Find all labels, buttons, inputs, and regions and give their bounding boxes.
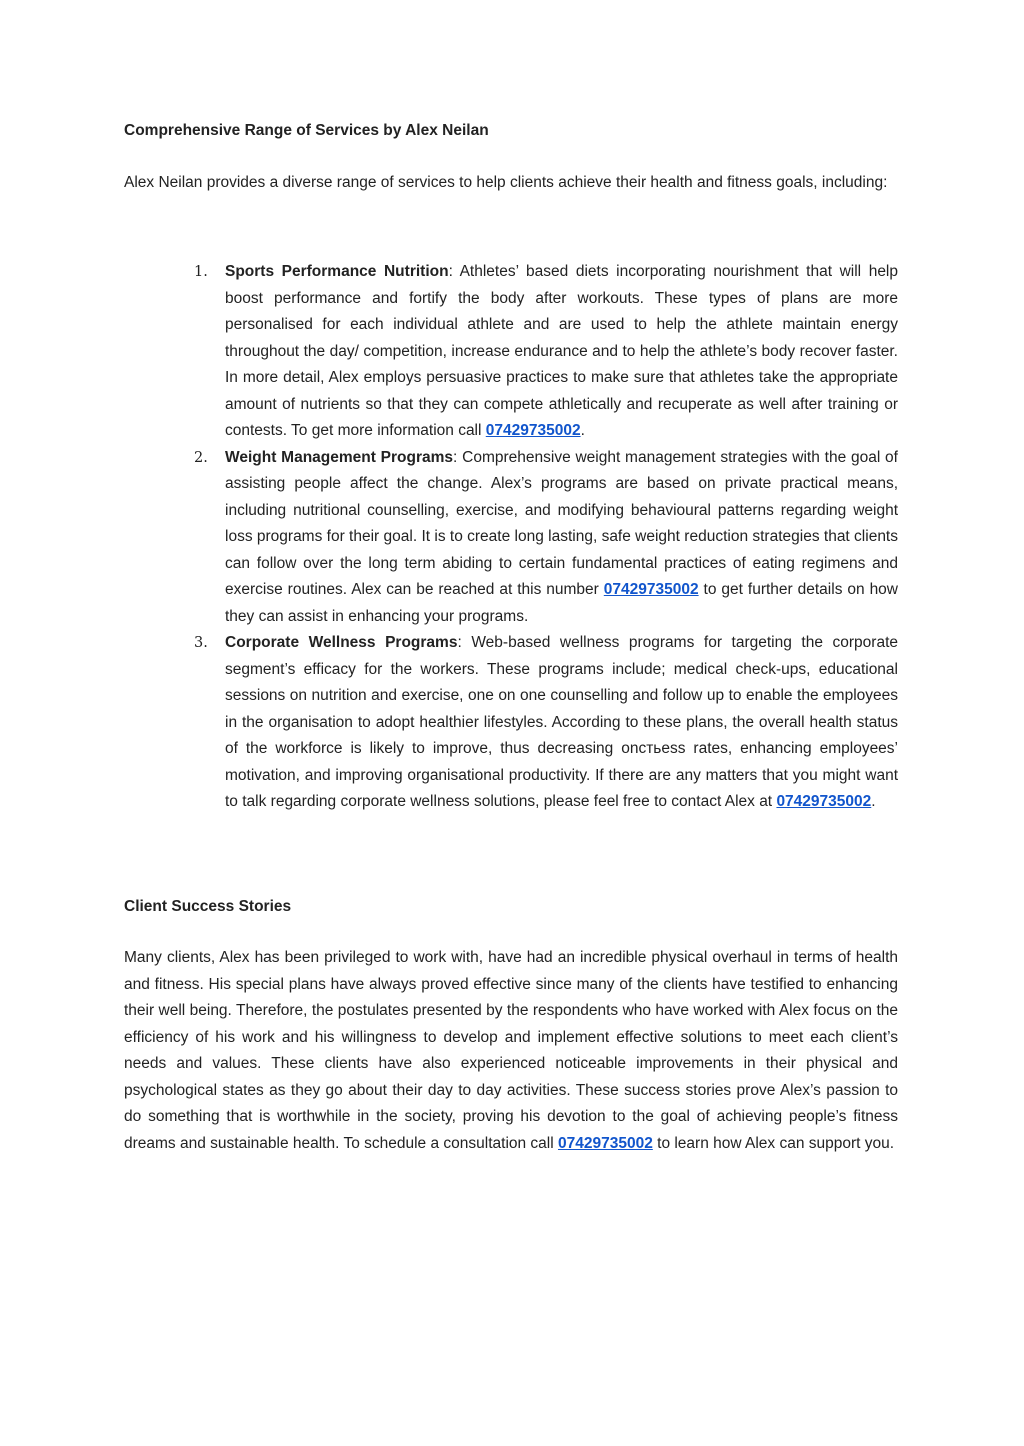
service-description: : Web-based wellness programs for targeting the corporate segment’s efficacy for the workers. These programs include; medical check-ups, educational sessions on nutrition and exercise, one on one counselling and follow up to enable the employees in the organisation to adopt healthier lifestyles. According to these plans, the overall health status of the workforce is likely to improve, thus decreasing onстьess rates, enhancing employees’ motivation, and improving organisational productivity. If there are any matters that you might want to talk regarding corporate wellness solutions, please feel free to contact Alex at: [225, 634, 899, 810]
service-term: Corporate Wellness Programs: [225, 634, 458, 651]
service-term: Weight Management Programs: [225, 448, 454, 466]
service-description-end: .: [580, 422, 585, 439]
success-stories-text: Many clients, Alex has been privileged to work with, have had an incredible physical overhaul in terms of health and fitness. His special plans have always proved effective since many of the clients have testified to enhancing their well being. Therefore, the postulates presented by the respondents who have worked with Alex focus on the efficiency of his work and his willingness to develop and implement effective solutions to meet each client’s needs and values. These clients have also experienced noticeable improvements in their physical and psychological states as they go about their day to day activities. These success stories prove Alex’s passion to do something that is worthwhile in the society, proving his devotion to the goal of achieving people’s fitness dreams and sustainable health. To schedule a consultation call: [124, 949, 898, 1152]
document-page: [124, 118, 898, 1157]
phone-link[interactable]: 07429735002: [558, 1134, 653, 1152]
section-heading-success-stories: Client Success Stories: [124, 897, 292, 915]
success-stories-paragraph: [124, 945, 898, 1157]
phone-link[interactable]: 07429735002: [485, 422, 581, 439]
service-term: Sports Performance Nutrition: [225, 263, 449, 280]
service-description: : Athletes’ based diets incorporating nourishment that will help boost performance and fortify the body after workouts. These types of plans are more personalised for each individual athlete and are used to help the athlete maintain energy throughout the day/ competition, increase endurance and to help the athlete’s body recover faster. In more detail, Alex employs persuasive practices to make sure that athletes take the appropriate amount of nutrients so that they can compete athletically and recuperate as well after training or contests. To get more information call: [225, 263, 898, 439]
list-number: 2.: [194, 449, 208, 466]
service-description: : Comprehensive weight management strategies with the goal of assisting people affect the change. Alex’s programs are based on private practical means, including nutritional counselling, exercise, and modifying behavioural patterns regarding weight loss programs for their goal. It is to create long lasting, safe weight reduction strategies that clients can follow over the long term abiding to certain fundamental practices of eating regimens and exercise routines. Alex can be reached at this number: [225, 448, 898, 598]
list-item: [124, 630, 898, 816]
service-description-end: .: [871, 793, 876, 810]
list-item: [124, 445, 898, 631]
service-description-end: to get further details on how they can assist in enhancing your programs.: [225, 581, 898, 625]
success-stories-text-end: to learn how Alex can support you.: [652, 1134, 895, 1152]
list-number: 3.: [194, 635, 208, 651]
list-number: 1.: [194, 264, 208, 280]
phone-link[interactable]: 07429735002: [776, 793, 872, 810]
intro-paragraph: Alex Neilan provides a diverse range of services to help clients achieve their health and fitness goals, including:: [124, 173, 888, 191]
phone-link[interactable]: 07429735002: [603, 581, 699, 598]
list-item: [124, 259, 898, 445]
section-heading-services: Comprehensive Range of Services by Alex Neilan: [124, 122, 489, 139]
services-list: [124, 259, 898, 816]
